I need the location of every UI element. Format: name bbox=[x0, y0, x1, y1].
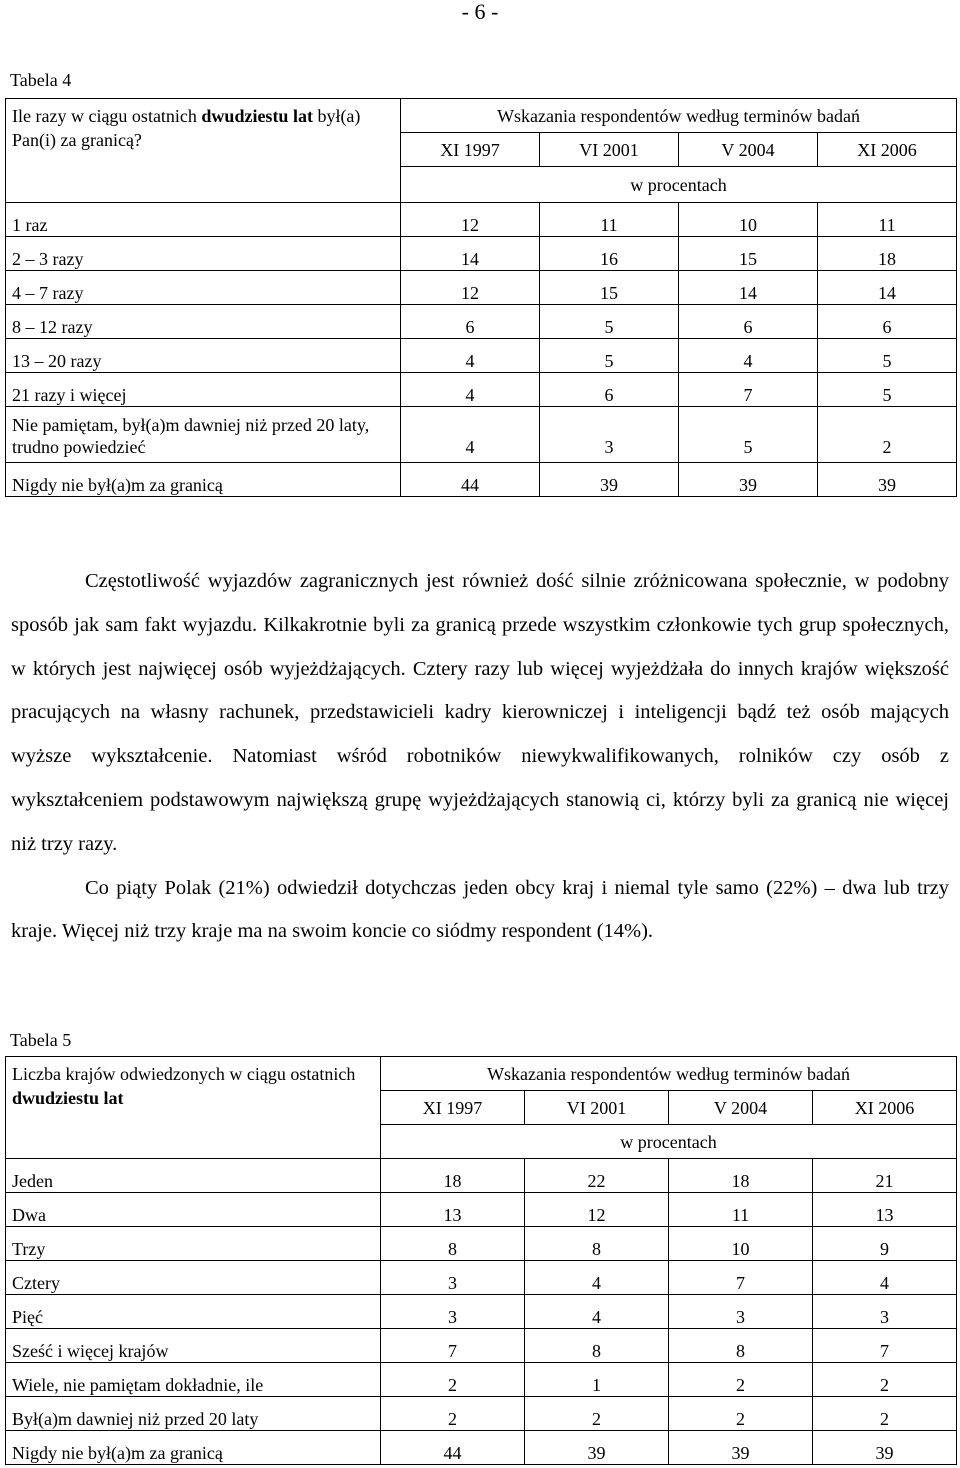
body-text bbox=[11, 560, 949, 954]
row-label: Dwa bbox=[6, 1193, 381, 1227]
table-row bbox=[6, 1329, 957, 1363]
table-row bbox=[6, 1431, 957, 1465]
table4-caption: Tabela 4 bbox=[10, 70, 72, 90]
table4-year: VI 2001 bbox=[540, 133, 679, 167]
cell-value: 3 bbox=[381, 1295, 525, 1329]
cell-value: 12 bbox=[525, 1193, 669, 1227]
cell-value: 4 bbox=[401, 407, 540, 463]
table-row bbox=[6, 1159, 957, 1193]
cell-value: 15 bbox=[540, 271, 679, 305]
table-row bbox=[6, 203, 957, 237]
cell-value: 5 bbox=[818, 373, 957, 407]
cell-value: 10 bbox=[669, 1227, 813, 1261]
table-row bbox=[6, 305, 957, 339]
row-label: Sześć i więcej krajów bbox=[6, 1329, 381, 1363]
table5-group-header: Wskazania respondentów według terminów badań bbox=[381, 1057, 957, 1091]
cell-value: 22 bbox=[525, 1159, 669, 1193]
table-row bbox=[6, 373, 957, 407]
table4-question-bold: dwudziestu lat bbox=[201, 106, 313, 126]
cell-value: 4 bbox=[813, 1261, 957, 1295]
table4-group-header: Wskazania respondentów według terminów badań bbox=[401, 99, 957, 133]
cell-value: 6 bbox=[401, 305, 540, 339]
row-label: 8 – 12 razy bbox=[6, 305, 401, 339]
table-row bbox=[6, 1193, 957, 1227]
row-label: Wiele, nie pamiętam dokładnie, ile bbox=[6, 1363, 381, 1397]
table-row bbox=[6, 407, 957, 463]
cell-value: 18 bbox=[669, 1159, 813, 1193]
row-label: Pięć bbox=[6, 1295, 381, 1329]
paragraph: Częstotliwość wyjazdów zagranicznych jest również dość silnie zróżnicowana społecznie, w podobny sposób jak sam fakt wyjazdu. Kilkakrotnie byli za granicą przede wszystkim członkowie tych grup społecznych, w których jest najwięcej osób wyjeżdżających. Cztery razy lub więcej wyjeżdżała do innych krajów większość pracujących na własny rachunek, przedstawicieli kadry kierowniczej i inteligencji bądź też osób mających wyższe wykształcenie. Natomiast wśród robotników niewykwalifikowanych, rolników czy osób z wykształceniem podstawowym największą grupę wyjeżdżających stanowią ci, którzy byli za granicą nie więcej niż trzy razy. bbox=[11, 570, 949, 855]
row-label: Nie pamiętam, był(a)m dawniej niż przed 20 laty, trudno powiedzieć bbox=[6, 407, 401, 463]
cell-value: 4 bbox=[525, 1295, 669, 1329]
page-number: - 6 - bbox=[461, 0, 499, 24]
table4-question-suffix: był(a) Pan(i) za granicą? bbox=[12, 106, 361, 150]
cell-value: 11 bbox=[540, 203, 679, 237]
table5-unit: w procentach bbox=[381, 1125, 957, 1159]
row-label: Nigdy nie był(a)m za granicą bbox=[6, 1431, 381, 1465]
row-label: 13 – 20 razy bbox=[6, 339, 401, 373]
table4-year: XI 1997 bbox=[401, 133, 540, 167]
cell-value: 3 bbox=[669, 1295, 813, 1329]
cell-value: 4 bbox=[525, 1261, 669, 1295]
cell-value: 14 bbox=[818, 271, 957, 305]
row-label: Nigdy nie był(a)m za granicą bbox=[6, 463, 401, 497]
table4-unit: w procentach bbox=[401, 167, 957, 203]
row-label: Był(a)m dawniej niż przed 20 laty bbox=[6, 1397, 381, 1431]
cell-value: 2 bbox=[381, 1397, 525, 1431]
cell-value: 9 bbox=[813, 1227, 957, 1261]
table-row bbox=[6, 1397, 957, 1431]
cell-value: 18 bbox=[381, 1159, 525, 1193]
row-label: Jeden bbox=[6, 1159, 381, 1193]
cell-value: 44 bbox=[401, 463, 540, 497]
cell-value: 15 bbox=[679, 237, 818, 271]
cell-value: 2 bbox=[669, 1397, 813, 1431]
table5-caption: Tabela 5 bbox=[10, 1030, 72, 1050]
cell-value: 2 bbox=[525, 1397, 669, 1431]
table-row bbox=[6, 339, 957, 373]
cell-value: 2 bbox=[818, 407, 957, 463]
table4-year: XI 2006 bbox=[818, 133, 957, 167]
cell-value: 7 bbox=[679, 373, 818, 407]
cell-value: 2 bbox=[669, 1363, 813, 1397]
cell-value: 6 bbox=[818, 305, 957, 339]
cell-value: 18 bbox=[818, 237, 957, 271]
cell-value: 12 bbox=[401, 271, 540, 305]
table5-year: XI 2006 bbox=[813, 1091, 957, 1125]
table5-question bbox=[6, 1057, 381, 1159]
table-row bbox=[6, 237, 957, 271]
table-row bbox=[6, 1261, 957, 1295]
cell-value: 39 bbox=[540, 463, 679, 497]
row-label: Cztery bbox=[6, 1261, 381, 1295]
cell-value: 16 bbox=[540, 237, 679, 271]
cell-value: 14 bbox=[679, 271, 818, 305]
table5-year: V 2004 bbox=[669, 1091, 813, 1125]
table5-question-prefix: Liczba krajów odwiedzonych w ciągu ostatnich bbox=[12, 1064, 356, 1084]
table-row bbox=[6, 1295, 957, 1329]
row-label: Trzy bbox=[6, 1227, 381, 1261]
cell-value: 3 bbox=[381, 1261, 525, 1295]
cell-value: 5 bbox=[679, 407, 818, 463]
table-row bbox=[6, 1227, 957, 1261]
cell-value: 5 bbox=[540, 305, 679, 339]
cell-value: 7 bbox=[669, 1261, 813, 1295]
cell-value: 4 bbox=[401, 373, 540, 407]
table-row bbox=[6, 271, 957, 305]
cell-value: 3 bbox=[540, 407, 679, 463]
cell-value: 44 bbox=[381, 1431, 525, 1465]
cell-value: 5 bbox=[540, 339, 679, 373]
table5-question-bold: dwudziestu lat bbox=[12, 1088, 124, 1108]
cell-value: 14 bbox=[401, 237, 540, 271]
table4 bbox=[5, 98, 957, 497]
cell-value: 2 bbox=[813, 1397, 957, 1431]
cell-value: 3 bbox=[813, 1295, 957, 1329]
cell-value: 11 bbox=[818, 203, 957, 237]
cell-value: 8 bbox=[381, 1227, 525, 1261]
table5-year: XI 1997 bbox=[381, 1091, 525, 1125]
cell-value: 12 bbox=[401, 203, 540, 237]
paragraph: Co piąty Polak (21%) odwiedził dotychczas jeden obcy kraj i niemal tyle samo (22%) – dwa lub trzy kraje. Więcej niż trzy kraje ma na swoim koncie co siódmy respondent (14%). bbox=[11, 876, 949, 943]
cell-value: 6 bbox=[679, 305, 818, 339]
table4-question-prefix: Ile razy w ciągu ostatnich bbox=[12, 106, 202, 126]
cell-value: 2 bbox=[813, 1363, 957, 1397]
table5-year: VI 2001 bbox=[525, 1091, 669, 1125]
cell-value: 7 bbox=[381, 1329, 525, 1363]
cell-value: 4 bbox=[401, 339, 540, 373]
row-label: 21 razy i więcej bbox=[6, 373, 401, 407]
table-row bbox=[6, 1363, 957, 1397]
table4-year: V 2004 bbox=[679, 133, 818, 167]
cell-value: 21 bbox=[813, 1159, 957, 1193]
row-label: 1 raz bbox=[6, 203, 401, 237]
cell-value: 39 bbox=[813, 1431, 957, 1465]
cell-value: 5 bbox=[818, 339, 957, 373]
cell-value: 7 bbox=[813, 1329, 957, 1363]
table5 bbox=[5, 1056, 957, 1465]
cell-value: 8 bbox=[669, 1329, 813, 1363]
cell-value: 4 bbox=[679, 339, 818, 373]
row-label: 2 – 3 razy bbox=[6, 237, 401, 271]
cell-value: 8 bbox=[525, 1329, 669, 1363]
cell-value: 2 bbox=[381, 1363, 525, 1397]
cell-value: 39 bbox=[669, 1431, 813, 1465]
cell-value: 10 bbox=[679, 203, 818, 237]
cell-value: 13 bbox=[813, 1193, 957, 1227]
cell-value: 39 bbox=[818, 463, 957, 497]
table-row bbox=[6, 463, 957, 497]
cell-value: 11 bbox=[669, 1193, 813, 1227]
cell-value: 13 bbox=[381, 1193, 525, 1227]
row-label: 4 – 7 razy bbox=[6, 271, 401, 305]
cell-value: 39 bbox=[679, 463, 818, 497]
cell-value: 8 bbox=[525, 1227, 669, 1261]
cell-value: 39 bbox=[525, 1431, 669, 1465]
cell-value: 6 bbox=[540, 373, 679, 407]
table4-question bbox=[6, 99, 401, 203]
cell-value: 1 bbox=[525, 1363, 669, 1397]
